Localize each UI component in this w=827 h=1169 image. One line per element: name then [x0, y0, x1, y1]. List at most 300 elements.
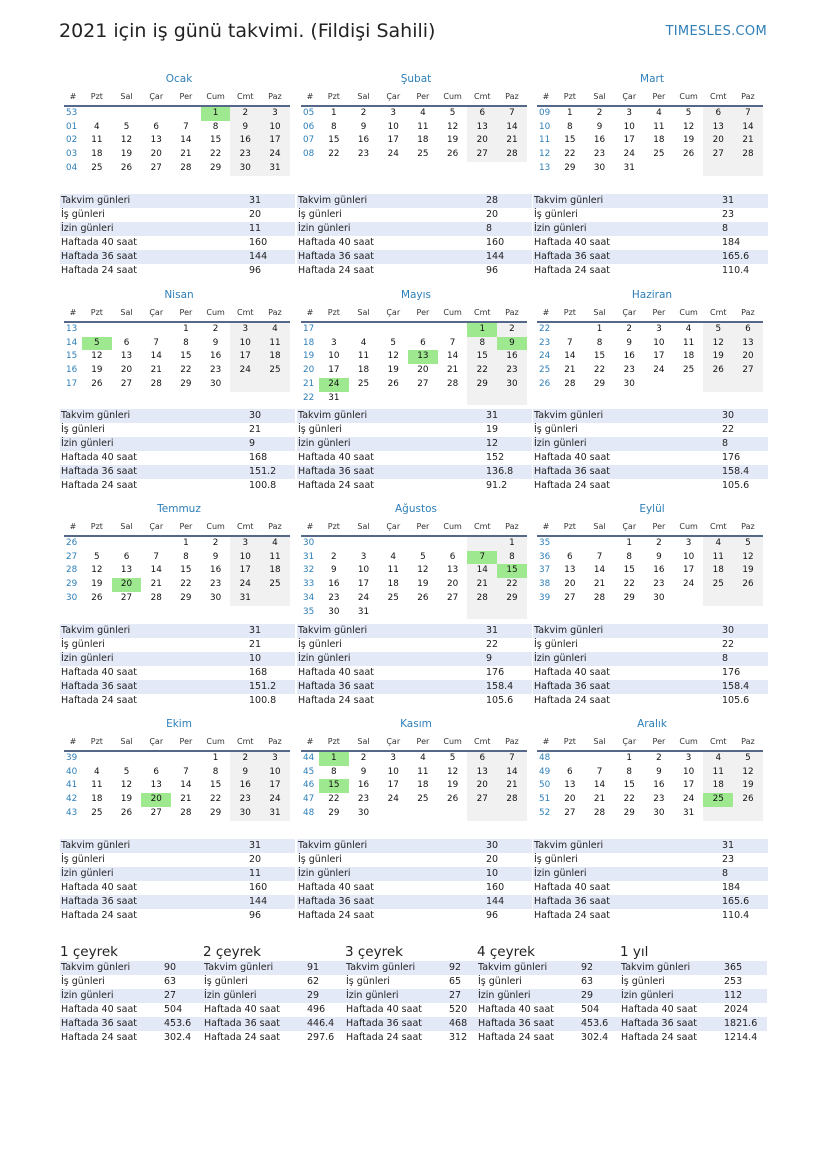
day-cell: 15 — [209, 135, 222, 146]
day-header: Paz — [733, 518, 763, 536]
week-number: 41 — [64, 779, 82, 793]
stat-label: Haftada 24 saat — [478, 1032, 554, 1043]
day-header: Sal — [585, 88, 615, 106]
day-cell: 16 — [328, 579, 340, 590]
day-cell — [141, 322, 171, 337]
day-cell: 17 — [623, 135, 635, 146]
day-header: Pzt — [555, 518, 585, 536]
stat-value: 297.6 — [307, 1032, 335, 1043]
day-cell: 26 — [682, 149, 695, 160]
stat-value: 31 — [249, 625, 262, 636]
stat-row — [297, 839, 532, 853]
day-cell: 15 — [497, 564, 527, 578]
day-cell: 15 — [623, 565, 635, 576]
day-cell: 27 — [564, 592, 576, 603]
stat-label: Haftada 36 saat — [298, 681, 374, 692]
stat-label: Haftada 40 saat — [61, 452, 137, 463]
day-cell: 7 — [183, 766, 189, 777]
week-row — [537, 578, 763, 592]
day-cell: 28 — [150, 592, 162, 603]
day-cell: 18 — [91, 149, 103, 160]
week-row — [64, 592, 290, 606]
week-row — [537, 592, 763, 606]
month-stats — [60, 624, 295, 708]
stat-row — [297, 264, 532, 278]
stat-label: Haftada 36 saat — [298, 466, 374, 477]
day-cell — [467, 606, 497, 620]
day-cell — [82, 106, 112, 121]
stat-row — [60, 853, 295, 867]
day-cell: 28 — [150, 378, 162, 389]
month-stats — [533, 624, 768, 708]
stat-value: 151.2 — [249, 681, 277, 692]
day-cell: 29 — [209, 162, 222, 173]
day-cell — [260, 592, 290, 606]
week-row — [537, 564, 763, 578]
week-row — [537, 350, 763, 364]
day-header: Cmt — [467, 88, 497, 106]
stat-row — [60, 208, 295, 222]
day-cell: 23 — [593, 149, 606, 160]
day-cell: 27 — [417, 378, 429, 389]
day-cell: 13 — [446, 565, 459, 576]
stat-value: 90 — [164, 962, 177, 973]
week-row — [301, 751, 527, 766]
day-cell: 11 — [387, 565, 399, 576]
stat-row — [60, 236, 295, 250]
week-number: 37 — [537, 564, 555, 578]
stat-label: Takvim günleri — [346, 962, 416, 973]
day-cell — [378, 536, 408, 551]
day-header: # — [64, 88, 82, 106]
day-header: Çar — [614, 304, 644, 322]
day-cell: 1 — [201, 106, 231, 121]
month-table — [537, 733, 763, 821]
day-header: Per — [408, 304, 438, 322]
stat-value: 100.8 — [249, 695, 277, 706]
week-number: 18 — [301, 337, 319, 351]
stat-row — [533, 236, 768, 250]
stat-row — [297, 652, 532, 666]
stat-label: İş günleri — [61, 854, 105, 865]
stat-row — [297, 694, 532, 708]
week-row — [64, 121, 290, 135]
month-table — [64, 733, 290, 821]
quarter-summary — [477, 944, 620, 1045]
day-cell: 28 — [446, 378, 459, 389]
day-cell — [378, 606, 408, 620]
stat-label: Haftada 24 saat — [346, 1032, 422, 1043]
week-number: 45 — [301, 766, 319, 780]
stat-row — [60, 437, 295, 451]
day-cell: 19 — [733, 779, 763, 793]
month-stats — [297, 624, 532, 708]
stat-row — [60, 652, 295, 666]
stat-label: İzin günleri — [61, 438, 114, 449]
day-cell — [555, 322, 585, 337]
day-cell: 9 — [212, 337, 219, 348]
day-cell: 10 — [387, 766, 399, 777]
stat-label: Haftada 40 saat — [534, 882, 610, 893]
day-cell: 26 — [417, 592, 429, 603]
day-cell: 7 — [733, 106, 763, 121]
month-calendar — [537, 70, 767, 176]
day-cell — [644, 378, 674, 392]
day-header: Paz — [497, 733, 527, 751]
day-cell: 13 — [564, 780, 576, 791]
stat-row — [60, 624, 295, 638]
stat-value: 31 — [722, 195, 735, 206]
day-cell — [319, 322, 349, 337]
day-cell: 1 — [497, 536, 527, 551]
day-cell: 21 — [467, 578, 497, 592]
day-cell: 25 — [91, 162, 103, 173]
stat-value: 520 — [449, 1004, 468, 1015]
day-cell: 23 — [653, 579, 665, 590]
day-cell — [408, 807, 438, 821]
stat-value: 2024 — [724, 1004, 749, 1015]
week-number: 29 — [64, 578, 82, 592]
stat-row — [533, 264, 768, 278]
stat-label: Haftada 24 saat — [61, 480, 137, 491]
week-row — [301, 392, 527, 406]
month-stats — [533, 194, 768, 278]
stat-row — [297, 194, 532, 208]
week-number: 52 — [537, 807, 555, 821]
stat-label: Haftada 36 saat — [621, 1018, 697, 1029]
day-cell: 8 — [567, 121, 573, 132]
stat-value: 312 — [449, 1032, 468, 1043]
day-cell: 22 — [209, 149, 222, 160]
stat-row — [620, 1031, 767, 1045]
stat-row — [477, 1017, 620, 1031]
stat-label: Haftada 36 saat — [298, 896, 374, 907]
week-row — [537, 551, 763, 565]
day-cell — [171, 106, 201, 121]
stat-label: İzin günleri — [298, 438, 351, 449]
week-row — [64, 564, 290, 578]
stat-label: Takvim günleri — [61, 410, 131, 421]
month-stats — [297, 839, 532, 923]
stat-row — [533, 680, 768, 694]
day-header: # — [301, 733, 319, 751]
stat-label: İzin günleri — [298, 223, 351, 234]
stat-label: Haftada 36 saat — [204, 1018, 280, 1029]
day-cell: 17 — [328, 365, 340, 376]
day-cell: 10 — [260, 766, 290, 780]
day-cell: 22 — [328, 149, 340, 160]
stat-row — [297, 881, 532, 895]
week-row — [537, 807, 763, 821]
day-cell: 3 — [390, 108, 397, 118]
day-cell: 8 — [596, 337, 603, 348]
day-header: Paz — [497, 518, 527, 536]
day-cell: 17 — [682, 780, 695, 791]
stat-value: 23 — [722, 209, 735, 220]
day-cell: 20 — [564, 794, 576, 805]
day-cell: 16 — [209, 351, 222, 362]
day-header: Sal — [112, 518, 142, 536]
day-cell: 4 — [685, 324, 692, 334]
stat-value: 468 — [449, 1018, 468, 1029]
stat-value: 105.6 — [722, 480, 750, 491]
day-header: # — [301, 88, 319, 106]
stat-label: Haftada 36 saat — [61, 251, 137, 262]
day-cell: 20 — [467, 779, 497, 793]
stat-label: Takvim günleri — [298, 840, 368, 851]
day-cell: 26 — [387, 378, 399, 389]
day-cell — [497, 606, 527, 620]
day-cell: 16 — [653, 565, 665, 576]
week-number: 14 — [64, 337, 82, 351]
day-cell: 8 — [331, 766, 337, 777]
day-cell: 17 — [357, 579, 370, 590]
day-cell: 25 — [387, 592, 399, 603]
day-cell: 22 — [623, 794, 635, 805]
day-cell: 2 — [497, 322, 527, 337]
day-cell: 11 — [417, 766, 429, 777]
day-cell: 4 — [703, 751, 733, 766]
stat-value: 176 — [486, 667, 505, 678]
day-cell: 18 — [703, 779, 733, 793]
stat-label: Takvim günleri — [298, 625, 368, 636]
day-cell: 8 — [183, 551, 189, 562]
stat-label: İzin günleri — [61, 990, 114, 1001]
day-cell: 13 — [467, 121, 497, 135]
stat-value: 30 — [486, 840, 499, 851]
stat-label: İş günleri — [298, 854, 342, 865]
week-number: 15 — [64, 350, 82, 364]
site-link[interactable]: TIMESLES.COM — [665, 24, 767, 39]
day-header: Paz — [733, 304, 763, 322]
day-cell: 20 — [703, 134, 733, 148]
day-cell: 9 — [656, 551, 662, 562]
day-cell: 25 — [91, 807, 103, 818]
day-header: # — [301, 304, 319, 322]
day-cell — [112, 106, 142, 121]
stat-value: 110.4 — [722, 265, 750, 276]
stat-label: Haftada 24 saat — [534, 265, 610, 276]
stat-row — [60, 881, 295, 895]
day-cell: 22 — [180, 365, 192, 376]
day-cell — [733, 592, 763, 606]
day-cell: 22 — [467, 364, 497, 378]
stat-row — [533, 423, 768, 437]
stat-row — [203, 1017, 345, 1031]
week-row — [64, 106, 290, 121]
stat-row — [60, 895, 295, 909]
day-header: Çar — [378, 88, 408, 106]
day-header: Pzt — [82, 88, 112, 106]
stat-label: İş günleri — [298, 639, 342, 650]
stat-label: İş günleri — [298, 209, 342, 220]
day-cell: 1 — [567, 108, 573, 118]
day-header: Cum — [201, 88, 231, 106]
day-cell: 22 — [623, 579, 635, 590]
day-cell: 15 — [564, 135, 576, 146]
day-cell: 31 — [328, 392, 340, 403]
day-cell — [141, 751, 171, 766]
stat-value: 176 — [722, 667, 741, 678]
stat-value: 184 — [722, 882, 741, 893]
day-header: Pzt — [82, 518, 112, 536]
day-cell: 16 — [593, 135, 606, 146]
stat-row — [533, 666, 768, 680]
stat-row — [533, 652, 768, 666]
week-row — [301, 148, 527, 162]
day-cell: 1 — [183, 324, 189, 334]
stat-value: 100.8 — [249, 480, 277, 491]
day-cell: 17 — [230, 350, 260, 364]
week-row — [301, 106, 527, 121]
day-cell: 6 — [123, 551, 130, 562]
stat-value: 19 — [486, 424, 499, 435]
stat-row — [297, 624, 532, 638]
day-cell: 1 — [319, 751, 349, 766]
day-cell: 31 — [623, 162, 635, 173]
day-cell — [497, 807, 527, 821]
stat-row — [533, 409, 768, 423]
stat-row — [203, 961, 345, 975]
day-cell: 14 — [150, 565, 162, 576]
day-header: Cum — [201, 518, 231, 536]
day-header: Cum — [674, 733, 704, 751]
stat-value: 21 — [249, 424, 262, 435]
day-cell: 2 — [360, 108, 367, 118]
day-header: Paz — [497, 88, 527, 106]
month-name: Aralık — [637, 718, 667, 730]
day-header: Cum — [674, 88, 704, 106]
day-cell: 19 — [120, 149, 133, 160]
day-cell: 8 — [626, 551, 633, 562]
day-header: Cum — [438, 518, 468, 536]
day-header: Per — [171, 88, 201, 106]
day-cell: 4 — [656, 108, 662, 118]
week-number: 34 — [301, 592, 319, 606]
day-cell: 14 — [467, 564, 497, 578]
quarter-name: 2 çeyrek — [203, 944, 261, 960]
day-cell: 23 — [623, 365, 635, 376]
day-cell: 11 — [703, 766, 733, 780]
week-number: 38 — [537, 578, 555, 592]
day-cell: 25 — [653, 149, 665, 160]
day-header: Per — [644, 518, 674, 536]
month-table — [537, 518, 763, 606]
week-row — [64, 793, 290, 807]
day-cell: 23 — [209, 365, 222, 376]
day-cell: 30 — [209, 378, 222, 389]
stat-row — [533, 867, 768, 881]
week-number: 30 — [301, 536, 319, 551]
week-row — [537, 766, 763, 780]
day-header: Per — [171, 733, 201, 751]
day-cell: 24 — [387, 794, 399, 805]
day-cell: 11 — [653, 121, 665, 132]
day-cell: 28 — [467, 592, 497, 606]
day-cell: 2 — [656, 753, 662, 763]
day-cell: 20 — [112, 578, 142, 592]
quarter-summary — [345, 944, 477, 1045]
stat-row — [345, 1017, 477, 1031]
stat-label: İzin günleri — [61, 223, 114, 234]
day-header: Paz — [497, 304, 527, 322]
day-cell: 6 — [733, 322, 763, 337]
day-cell: 25 — [417, 149, 429, 160]
day-cell: 18 — [357, 365, 370, 376]
day-cell: 14 — [446, 351, 459, 362]
day-cell: 5 — [390, 337, 397, 348]
day-cell: 26 — [733, 793, 763, 807]
week-row — [301, 606, 527, 620]
stat-label: Haftada 36 saat — [61, 1018, 137, 1029]
day-cell: 13 — [703, 121, 733, 135]
day-cell: 9 — [360, 766, 367, 777]
day-cell: 3 — [390, 753, 397, 763]
day-cell: 12 — [733, 551, 763, 565]
day-cell: 2 — [656, 538, 662, 548]
day-cell: 6 — [420, 337, 426, 348]
stat-value: 22 — [722, 424, 735, 435]
stat-value: 29 — [581, 990, 594, 1001]
day-cell — [674, 162, 704, 176]
day-cell: 26 — [120, 807, 133, 818]
day-cell: 2 — [360, 753, 367, 763]
day-cell: 23 — [230, 148, 260, 162]
day-cell — [82, 751, 112, 766]
day-cell: 29 — [467, 378, 497, 392]
week-number: 30 — [64, 592, 82, 606]
day-cell: 11 — [682, 337, 695, 348]
day-cell: 16 — [623, 351, 635, 362]
week-row — [537, 793, 763, 807]
day-cell — [438, 606, 468, 620]
stat-value: 144 — [486, 251, 505, 262]
day-header: Pzt — [319, 88, 349, 106]
stat-row — [533, 624, 768, 638]
day-cell: 7 — [153, 551, 160, 562]
stat-value: 20 — [486, 854, 499, 865]
day-cell: 27 — [564, 807, 576, 818]
day-cell: 9 — [497, 337, 527, 351]
stat-row — [60, 694, 295, 708]
day-cell: 29 — [623, 807, 635, 818]
month-stats — [60, 409, 295, 493]
day-cell: 6 — [567, 551, 573, 562]
day-cell — [408, 536, 438, 551]
week-number: 44 — [301, 751, 319, 766]
day-cell: 20 — [120, 365, 133, 376]
day-cell: 7 — [596, 766, 603, 777]
day-cell: 25 — [682, 365, 695, 376]
day-cell: 18 — [417, 135, 429, 146]
day-cell — [82, 536, 112, 551]
day-cell — [555, 536, 585, 551]
day-header: Cum — [674, 304, 704, 322]
day-cell: 23 — [230, 793, 260, 807]
week-number: 10 — [537, 121, 555, 135]
stat-row — [533, 250, 768, 264]
day-cell: 4 — [390, 551, 397, 562]
day-cell: 10 — [230, 551, 260, 565]
week-number: 47 — [301, 793, 319, 807]
day-cell: 23 — [209, 579, 222, 590]
day-cell: 14 — [733, 121, 763, 135]
day-cell: 6 — [703, 106, 733, 121]
stat-row — [297, 680, 532, 694]
day-cell — [112, 536, 142, 551]
month-name: Mayıs — [400, 289, 432, 301]
stat-value: 96 — [486, 910, 499, 921]
